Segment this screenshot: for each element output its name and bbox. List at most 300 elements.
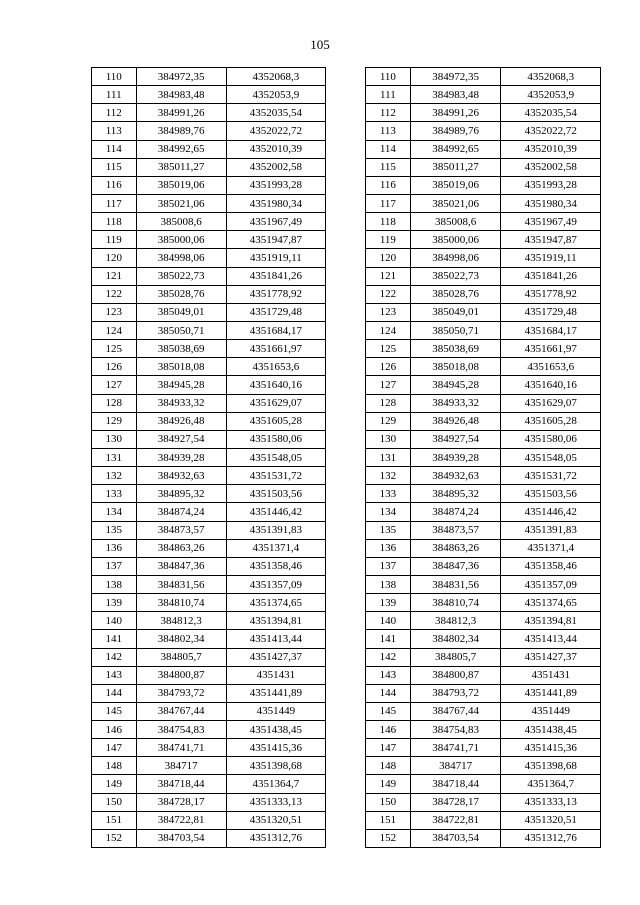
point-number-cell: 112 bbox=[366, 104, 411, 122]
y-coordinate-cell: 4351312,76 bbox=[226, 829, 325, 847]
point-number-cell: 110 bbox=[92, 68, 137, 86]
table-row bbox=[92, 775, 326, 793]
table-row bbox=[366, 503, 601, 521]
x-coordinate-cell: 384741,71 bbox=[136, 739, 226, 757]
table-row bbox=[92, 68, 326, 86]
point-number-cell: 129 bbox=[366, 412, 411, 430]
y-coordinate-cell: 4351374,65 bbox=[226, 594, 325, 612]
point-number-cell: 152 bbox=[366, 829, 411, 847]
y-coordinate-cell: 4351993,28 bbox=[501, 176, 601, 194]
x-coordinate-cell: 384991,26 bbox=[410, 104, 501, 122]
x-coordinate-cell: 384800,87 bbox=[136, 666, 226, 684]
point-number-cell: 131 bbox=[366, 448, 411, 466]
y-coordinate-cell: 4351919,11 bbox=[501, 249, 601, 267]
point-number-cell: 126 bbox=[366, 358, 411, 376]
table-row bbox=[92, 448, 326, 466]
y-coordinate-cell: 4351841,26 bbox=[501, 267, 601, 285]
table-row bbox=[92, 267, 326, 285]
y-coordinate-cell: 4351438,45 bbox=[226, 721, 325, 739]
x-coordinate-cell: 384741,71 bbox=[410, 739, 501, 757]
point-number-cell: 145 bbox=[92, 702, 137, 720]
x-coordinate-cell: 384932,63 bbox=[136, 467, 226, 485]
table-row bbox=[366, 249, 601, 267]
y-coordinate-cell: 4351398,68 bbox=[501, 757, 601, 775]
x-coordinate-cell: 384983,48 bbox=[136, 86, 226, 104]
y-coordinate-cell: 4351333,13 bbox=[501, 793, 601, 811]
table-row bbox=[366, 775, 601, 793]
table-row bbox=[92, 376, 326, 394]
x-coordinate-cell: 385011,27 bbox=[136, 158, 226, 176]
table-row bbox=[366, 757, 601, 775]
x-coordinate-cell: 385000,06 bbox=[410, 231, 501, 249]
point-number-cell: 150 bbox=[92, 793, 137, 811]
y-coordinate-cell: 4351605,28 bbox=[226, 412, 325, 430]
x-coordinate-cell: 384874,24 bbox=[136, 503, 226, 521]
point-number-cell: 147 bbox=[92, 739, 137, 757]
point-number-cell: 148 bbox=[92, 757, 137, 775]
x-coordinate-cell: 385019,06 bbox=[410, 176, 501, 194]
point-number-cell: 146 bbox=[366, 721, 411, 739]
y-coordinate-cell: 4351503,56 bbox=[226, 485, 325, 503]
table-row bbox=[92, 557, 326, 575]
point-number-cell: 152 bbox=[92, 829, 137, 847]
point-number-cell: 117 bbox=[92, 194, 137, 212]
point-number-cell: 139 bbox=[92, 594, 137, 612]
x-coordinate-cell: 384812,3 bbox=[136, 612, 226, 630]
y-coordinate-cell: 4351661,97 bbox=[226, 340, 325, 358]
y-coordinate-cell: 4351320,51 bbox=[226, 811, 325, 829]
table-row bbox=[366, 303, 601, 321]
point-number-cell: 140 bbox=[366, 612, 411, 630]
point-number-cell: 113 bbox=[92, 122, 137, 140]
point-number-cell: 130 bbox=[92, 430, 137, 448]
point-number-cell: 143 bbox=[366, 666, 411, 684]
y-coordinate-cell: 4352068,3 bbox=[501, 68, 601, 86]
table-row bbox=[366, 612, 601, 630]
y-coordinate-cell: 4351427,37 bbox=[226, 648, 325, 666]
table-row bbox=[92, 358, 326, 376]
table-row bbox=[366, 739, 601, 757]
x-coordinate-cell: 384717 bbox=[410, 757, 501, 775]
point-number-cell: 142 bbox=[366, 648, 411, 666]
y-coordinate-cell: 4351364,7 bbox=[226, 775, 325, 793]
y-coordinate-cell: 4351364,7 bbox=[501, 775, 601, 793]
table-row bbox=[92, 575, 326, 593]
table-row bbox=[366, 194, 601, 212]
x-coordinate-cell: 384927,54 bbox=[136, 430, 226, 448]
table-row bbox=[92, 104, 326, 122]
table-row bbox=[366, 557, 601, 575]
point-number-cell: 137 bbox=[366, 557, 411, 575]
y-coordinate-cell: 4351371,4 bbox=[501, 539, 601, 557]
y-coordinate-cell: 4351398,68 bbox=[226, 757, 325, 775]
x-coordinate-cell: 384983,48 bbox=[410, 86, 501, 104]
y-coordinate-cell: 4351446,42 bbox=[501, 503, 601, 521]
x-coordinate-cell: 384926,48 bbox=[136, 412, 226, 430]
point-number-cell: 129 bbox=[92, 412, 137, 430]
x-coordinate-cell: 385050,71 bbox=[410, 321, 501, 339]
table-row bbox=[92, 612, 326, 630]
table-row bbox=[92, 467, 326, 485]
y-coordinate-cell: 4351357,09 bbox=[501, 575, 601, 593]
point-number-cell: 119 bbox=[92, 231, 137, 249]
point-number-cell: 132 bbox=[92, 467, 137, 485]
point-number-cell: 127 bbox=[92, 376, 137, 394]
y-coordinate-cell: 4351374,65 bbox=[501, 594, 601, 612]
y-coordinate-cell: 4352053,9 bbox=[226, 86, 325, 104]
point-number-cell: 136 bbox=[92, 539, 137, 557]
x-coordinate-cell: 385008,6 bbox=[410, 213, 501, 231]
table-row bbox=[92, 485, 326, 503]
point-number-cell: 114 bbox=[92, 140, 137, 158]
x-coordinate-cell: 385000,06 bbox=[136, 231, 226, 249]
x-coordinate-cell: 384793,72 bbox=[136, 684, 226, 702]
x-coordinate-cell: 384939,28 bbox=[410, 448, 501, 466]
table-row bbox=[366, 539, 601, 557]
y-coordinate-cell: 4351391,83 bbox=[501, 521, 601, 539]
point-number-cell: 142 bbox=[92, 648, 137, 666]
point-number-cell: 144 bbox=[92, 684, 137, 702]
x-coordinate-cell: 384989,76 bbox=[410, 122, 501, 140]
y-coordinate-cell: 4351778,92 bbox=[501, 285, 601, 303]
table-row bbox=[366, 176, 601, 194]
y-coordinate-cell: 4351653,6 bbox=[226, 358, 325, 376]
table-row bbox=[92, 648, 326, 666]
table-row bbox=[366, 575, 601, 593]
table-row bbox=[92, 158, 326, 176]
table-row bbox=[92, 321, 326, 339]
x-coordinate-cell: 384718,44 bbox=[410, 775, 501, 793]
y-coordinate-cell: 4352010,39 bbox=[226, 140, 325, 158]
table-row bbox=[92, 630, 326, 648]
point-number-cell: 133 bbox=[92, 485, 137, 503]
point-number-cell: 141 bbox=[92, 630, 137, 648]
point-number-cell: 124 bbox=[366, 321, 411, 339]
y-coordinate-cell: 4351980,34 bbox=[226, 194, 325, 212]
x-coordinate-cell: 384812,3 bbox=[410, 612, 501, 630]
point-number-cell: 118 bbox=[92, 213, 137, 231]
x-coordinate-cell: 384933,32 bbox=[410, 394, 501, 412]
y-coordinate-cell: 4351358,46 bbox=[226, 557, 325, 575]
table-row bbox=[366, 285, 601, 303]
x-coordinate-cell: 384847,36 bbox=[136, 557, 226, 575]
y-coordinate-cell: 4351684,17 bbox=[501, 321, 601, 339]
y-coordinate-cell: 4351449 bbox=[501, 702, 601, 720]
y-coordinate-cell: 4351357,09 bbox=[226, 575, 325, 593]
y-coordinate-cell: 4351441,89 bbox=[501, 684, 601, 702]
table-row bbox=[366, 829, 601, 847]
x-coordinate-cell: 384972,35 bbox=[410, 68, 501, 86]
y-coordinate-cell: 4351980,34 bbox=[501, 194, 601, 212]
y-coordinate-cell: 4351531,72 bbox=[501, 467, 601, 485]
table-row bbox=[92, 249, 326, 267]
x-coordinate-cell: 384926,48 bbox=[410, 412, 501, 430]
x-coordinate-cell: 384810,74 bbox=[136, 594, 226, 612]
x-coordinate-cell: 384728,17 bbox=[136, 793, 226, 811]
point-number-cell: 131 bbox=[92, 448, 137, 466]
y-coordinate-cell: 4351320,51 bbox=[501, 811, 601, 829]
x-coordinate-cell: 384932,63 bbox=[410, 467, 501, 485]
x-coordinate-cell: 384718,44 bbox=[136, 775, 226, 793]
table-row bbox=[366, 702, 601, 720]
point-number-cell: 122 bbox=[366, 285, 411, 303]
x-coordinate-cell: 384992,65 bbox=[136, 140, 226, 158]
x-coordinate-cell: 385050,71 bbox=[136, 321, 226, 339]
point-number-cell: 120 bbox=[366, 249, 411, 267]
x-coordinate-cell: 385008,6 bbox=[136, 213, 226, 231]
x-coordinate-cell: 385028,76 bbox=[410, 285, 501, 303]
table-row bbox=[366, 104, 601, 122]
point-number-cell: 114 bbox=[366, 140, 411, 158]
x-coordinate-cell: 384873,57 bbox=[410, 521, 501, 539]
x-coordinate-cell: 384945,28 bbox=[136, 376, 226, 394]
point-number-cell: 150 bbox=[366, 793, 411, 811]
table-row bbox=[92, 213, 326, 231]
y-coordinate-cell: 4351605,28 bbox=[501, 412, 601, 430]
y-coordinate-cell: 4351661,97 bbox=[501, 340, 601, 358]
x-coordinate-cell: 384895,32 bbox=[410, 485, 501, 503]
y-coordinate-cell: 4351438,45 bbox=[501, 721, 601, 739]
table-row bbox=[92, 140, 326, 158]
table-row bbox=[92, 86, 326, 104]
point-number-cell: 113 bbox=[366, 122, 411, 140]
x-coordinate-cell: 384831,56 bbox=[136, 575, 226, 593]
y-coordinate-cell: 4351503,56 bbox=[501, 485, 601, 503]
table-row bbox=[92, 793, 326, 811]
point-number-cell: 145 bbox=[366, 702, 411, 720]
table-row bbox=[92, 412, 326, 430]
y-coordinate-cell: 4351394,81 bbox=[226, 612, 325, 630]
table-row bbox=[366, 231, 601, 249]
y-coordinate-cell: 4351629,07 bbox=[501, 394, 601, 412]
point-number-cell: 135 bbox=[92, 521, 137, 539]
y-coordinate-cell: 4351394,81 bbox=[501, 612, 601, 630]
x-coordinate-cell: 384939,28 bbox=[136, 448, 226, 466]
table-row bbox=[366, 430, 601, 448]
point-number-cell: 116 bbox=[366, 176, 411, 194]
y-coordinate-cell: 4351580,06 bbox=[226, 430, 325, 448]
point-number-cell: 151 bbox=[366, 811, 411, 829]
point-number-cell: 118 bbox=[366, 213, 411, 231]
table-row bbox=[92, 231, 326, 249]
x-coordinate-cell: 384728,17 bbox=[410, 793, 501, 811]
table-row bbox=[366, 267, 601, 285]
x-coordinate-cell: 385022,73 bbox=[136, 267, 226, 285]
point-number-cell: 111 bbox=[366, 86, 411, 104]
x-coordinate-cell: 384805,7 bbox=[136, 648, 226, 666]
y-coordinate-cell: 4351993,28 bbox=[226, 176, 325, 194]
point-number-cell: 124 bbox=[92, 321, 137, 339]
y-coordinate-cell: 4351640,16 bbox=[226, 376, 325, 394]
point-number-cell: 126 bbox=[92, 358, 137, 376]
table-row bbox=[92, 394, 326, 412]
table-row bbox=[366, 340, 601, 358]
table-row bbox=[366, 467, 601, 485]
point-number-cell: 117 bbox=[366, 194, 411, 212]
point-number-cell: 148 bbox=[366, 757, 411, 775]
point-number-cell: 149 bbox=[92, 775, 137, 793]
y-coordinate-cell: 4351431 bbox=[226, 666, 325, 684]
table-row bbox=[366, 630, 601, 648]
y-coordinate-cell: 4351449 bbox=[226, 702, 325, 720]
x-coordinate-cell: 384998,06 bbox=[410, 249, 501, 267]
x-coordinate-cell: 385049,01 bbox=[136, 303, 226, 321]
table-row bbox=[366, 358, 601, 376]
y-coordinate-cell: 4352002,58 bbox=[501, 158, 601, 176]
y-coordinate-cell: 4351684,17 bbox=[226, 321, 325, 339]
x-coordinate-cell: 384767,44 bbox=[136, 702, 226, 720]
x-coordinate-cell: 384972,35 bbox=[136, 68, 226, 86]
table-row bbox=[92, 285, 326, 303]
point-number-cell: 141 bbox=[366, 630, 411, 648]
table-row bbox=[366, 721, 601, 739]
table-row bbox=[366, 594, 601, 612]
table-row bbox=[92, 303, 326, 321]
x-coordinate-cell: 384805,7 bbox=[410, 648, 501, 666]
table-row bbox=[366, 321, 601, 339]
table-row bbox=[366, 666, 601, 684]
point-number-cell: 122 bbox=[92, 285, 137, 303]
point-number-cell: 120 bbox=[92, 249, 137, 267]
point-number-cell: 136 bbox=[366, 539, 411, 557]
x-coordinate-cell: 384703,54 bbox=[136, 829, 226, 847]
y-coordinate-cell: 4351446,42 bbox=[226, 503, 325, 521]
point-number-cell: 147 bbox=[366, 739, 411, 757]
x-coordinate-cell: 384991,26 bbox=[136, 104, 226, 122]
point-number-cell: 119 bbox=[366, 231, 411, 249]
point-number-cell: 121 bbox=[92, 267, 137, 285]
point-number-cell: 140 bbox=[92, 612, 137, 630]
y-coordinate-cell: 4351427,37 bbox=[501, 648, 601, 666]
y-coordinate-cell: 4351729,48 bbox=[501, 303, 601, 321]
x-coordinate-cell: 385049,01 bbox=[410, 303, 501, 321]
table-body-right bbox=[366, 68, 601, 848]
y-coordinate-cell: 4351947,87 bbox=[226, 231, 325, 249]
table-row bbox=[92, 829, 326, 847]
point-number-cell: 130 bbox=[366, 430, 411, 448]
table-row bbox=[92, 503, 326, 521]
y-coordinate-cell: 4351653,6 bbox=[501, 358, 601, 376]
x-coordinate-cell: 384722,81 bbox=[410, 811, 501, 829]
point-number-cell: 125 bbox=[366, 340, 411, 358]
y-coordinate-cell: 4352022,72 bbox=[226, 122, 325, 140]
table-row bbox=[92, 176, 326, 194]
point-number-cell: 111 bbox=[92, 86, 137, 104]
table-row bbox=[92, 594, 326, 612]
y-coordinate-cell: 4351371,4 bbox=[226, 539, 325, 557]
point-number-cell: 116 bbox=[92, 176, 137, 194]
point-number-cell: 134 bbox=[92, 503, 137, 521]
y-coordinate-cell: 4352002,58 bbox=[226, 158, 325, 176]
table-row bbox=[92, 811, 326, 829]
y-coordinate-cell: 4351629,07 bbox=[226, 394, 325, 412]
table-row bbox=[366, 521, 601, 539]
point-number-cell: 123 bbox=[366, 303, 411, 321]
point-number-cell: 115 bbox=[92, 158, 137, 176]
y-coordinate-cell: 4351415,36 bbox=[226, 739, 325, 757]
x-coordinate-cell: 384874,24 bbox=[410, 503, 501, 521]
x-coordinate-cell: 384703,54 bbox=[410, 829, 501, 847]
y-coordinate-cell: 4351413,44 bbox=[501, 630, 601, 648]
y-coordinate-cell: 4351431 bbox=[501, 666, 601, 684]
y-coordinate-cell: 4351919,11 bbox=[226, 249, 325, 267]
table-row bbox=[366, 412, 601, 430]
point-number-cell: 138 bbox=[92, 575, 137, 593]
table-row bbox=[366, 213, 601, 231]
point-number-cell: 134 bbox=[366, 503, 411, 521]
x-coordinate-cell: 384767,44 bbox=[410, 702, 501, 720]
point-number-cell: 123 bbox=[92, 303, 137, 321]
table-row bbox=[366, 394, 601, 412]
point-number-cell: 125 bbox=[92, 340, 137, 358]
x-coordinate-cell: 385018,08 bbox=[136, 358, 226, 376]
y-coordinate-cell: 4352053,9 bbox=[501, 86, 601, 104]
table-row bbox=[366, 86, 601, 104]
table-row bbox=[366, 122, 601, 140]
x-coordinate-cell: 385028,76 bbox=[136, 285, 226, 303]
point-number-cell: 115 bbox=[366, 158, 411, 176]
table-row bbox=[366, 793, 601, 811]
x-coordinate-cell: 384831,56 bbox=[410, 575, 501, 593]
y-coordinate-cell: 4352022,72 bbox=[501, 122, 601, 140]
y-coordinate-cell: 4351967,49 bbox=[226, 213, 325, 231]
coordinates-table-right bbox=[365, 67, 601, 848]
y-coordinate-cell: 4352068,3 bbox=[226, 68, 325, 86]
point-number-cell: 144 bbox=[366, 684, 411, 702]
point-number-cell: 146 bbox=[92, 721, 137, 739]
x-coordinate-cell: 384802,34 bbox=[136, 630, 226, 648]
x-coordinate-cell: 384863,26 bbox=[410, 539, 501, 557]
x-coordinate-cell: 384863,26 bbox=[136, 539, 226, 557]
y-coordinate-cell: 4352010,39 bbox=[501, 140, 601, 158]
point-number-cell: 127 bbox=[366, 376, 411, 394]
table-row bbox=[92, 521, 326, 539]
x-coordinate-cell: 384800,87 bbox=[410, 666, 501, 684]
x-coordinate-cell: 384945,28 bbox=[410, 376, 501, 394]
y-coordinate-cell: 4351441,89 bbox=[226, 684, 325, 702]
x-coordinate-cell: 384722,81 bbox=[136, 811, 226, 829]
y-coordinate-cell: 4351391,83 bbox=[226, 521, 325, 539]
table-row bbox=[92, 702, 326, 720]
point-number-cell: 151 bbox=[92, 811, 137, 829]
y-coordinate-cell: 4351358,46 bbox=[501, 557, 601, 575]
point-number-cell: 138 bbox=[366, 575, 411, 593]
table-row bbox=[92, 340, 326, 358]
x-coordinate-cell: 385018,08 bbox=[410, 358, 501, 376]
table-row bbox=[366, 811, 601, 829]
y-coordinate-cell: 4352035,54 bbox=[501, 104, 601, 122]
y-coordinate-cell: 4351548,05 bbox=[226, 448, 325, 466]
y-coordinate-cell: 4351967,49 bbox=[501, 213, 601, 231]
x-coordinate-cell: 385019,06 bbox=[136, 176, 226, 194]
y-coordinate-cell: 4351947,87 bbox=[501, 231, 601, 249]
x-coordinate-cell: 385021,06 bbox=[410, 194, 501, 212]
x-coordinate-cell: 385021,06 bbox=[136, 194, 226, 212]
table-row bbox=[366, 684, 601, 702]
table-row bbox=[92, 194, 326, 212]
y-coordinate-cell: 4351548,05 bbox=[501, 448, 601, 466]
point-number-cell: 143 bbox=[92, 666, 137, 684]
table-body-left bbox=[92, 68, 326, 848]
y-coordinate-cell: 4351580,06 bbox=[501, 430, 601, 448]
x-coordinate-cell: 384847,36 bbox=[410, 557, 501, 575]
x-coordinate-cell: 384989,76 bbox=[136, 122, 226, 140]
table-row bbox=[92, 684, 326, 702]
table-row bbox=[92, 430, 326, 448]
y-coordinate-cell: 4351312,76 bbox=[501, 829, 601, 847]
point-number-cell: 137 bbox=[92, 557, 137, 575]
table-row bbox=[366, 140, 601, 158]
